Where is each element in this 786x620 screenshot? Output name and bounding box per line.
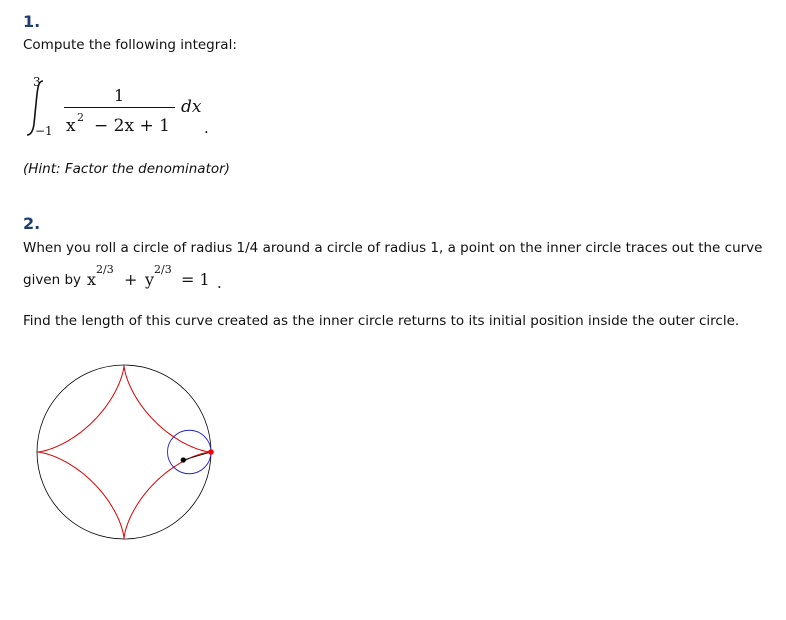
denominator-rest: − 2x + 1 [94,116,170,136]
fraction-numerator: 1 [114,86,125,105]
inner-circle-radius-line [183,452,211,460]
question-2-line-3: Find the length of this curve created as the inner circle returns to its initial position inside the outer circle. [23,313,740,329]
tracing-point [208,449,214,455]
equation-y: y [145,270,155,289]
question-1-prompt: Compute the following integral: [23,37,237,53]
equation-equals-one: = 1 [181,270,210,289]
question-2-line-2-prefix: given by [23,272,82,288]
question-2-number: 2. [23,214,41,233]
denominator-x: x [66,116,76,136]
outer-circle [37,365,211,539]
equation-period: . [217,274,222,292]
denominator-exponent: 2 [77,111,84,124]
fraction-bar [64,107,175,108]
astroid-curve [37,365,211,539]
equation-plus: + [124,270,138,289]
integral-upper-limit: 3 [33,75,41,89]
astroid-figure [24,352,224,552]
question-2-line-1: When you roll a circle of radius 1/4 around a circle of radius 1, a point on the inner circle traces out the curve [23,240,763,256]
inner-circle-center-point [181,457,186,462]
equation-x-exponent: 2/3 [96,263,114,276]
integral-lower-limit: −1 [35,124,53,138]
integral-period: . [204,119,209,137]
integral-differential: dx [181,97,202,117]
question-1-number: 1. [23,12,41,31]
rolling-inner-circle [168,430,212,474]
equation-x: x [87,270,97,289]
question-1-hint: (Hint: Factor the denominator) [23,161,230,177]
equation-y-exponent: 2/3 [154,263,172,276]
